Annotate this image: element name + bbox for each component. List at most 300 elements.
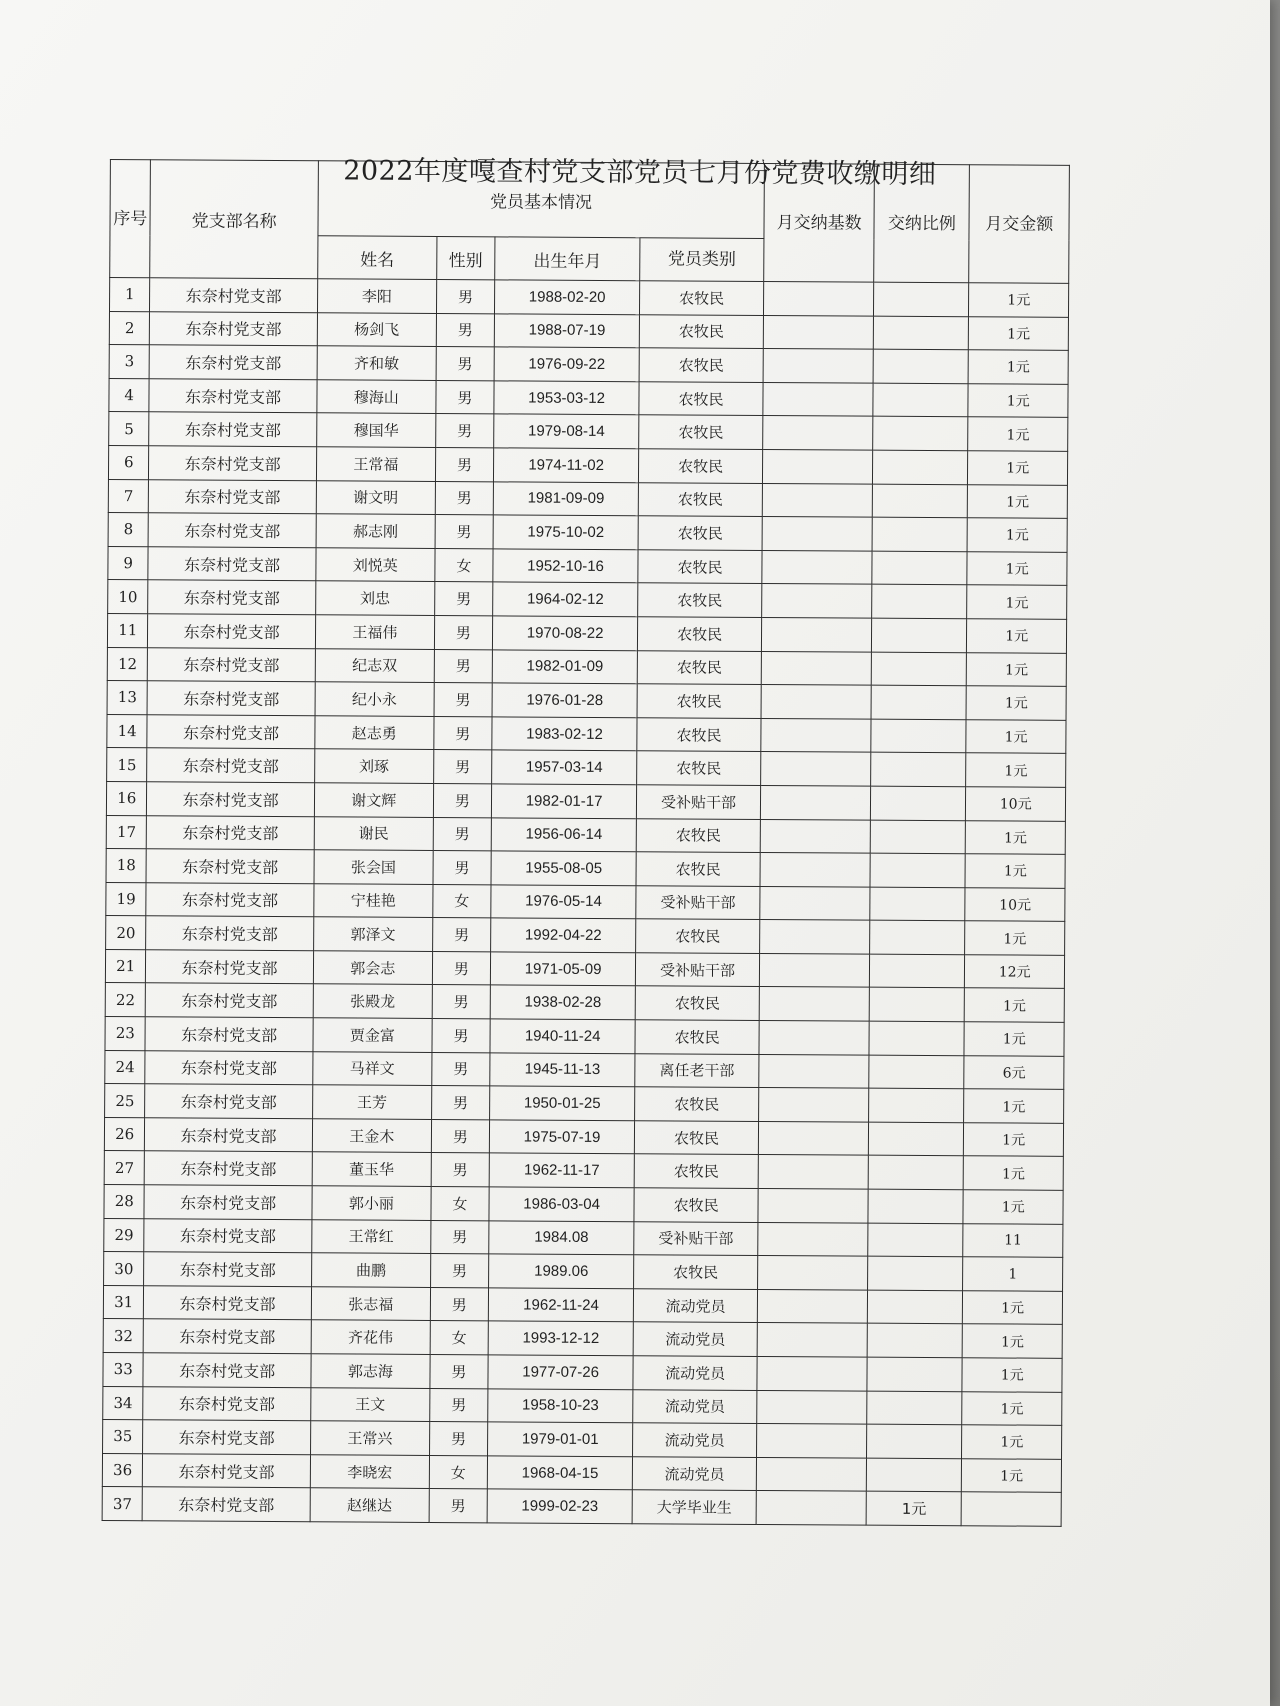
row-amount: 1元 <box>965 988 1065 1022</box>
row-gender: 男 <box>436 279 494 313</box>
row-birth: 1983-02-12 <box>492 717 638 751</box>
row-name: 纪志双 <box>315 648 434 682</box>
document-area <box>101 147 1110 1633</box>
row-name: 张志福 <box>311 1287 430 1321</box>
row-base <box>757 1289 868 1323</box>
row-type: 农牧民 <box>637 751 761 785</box>
row-name: 王常红 <box>311 1219 430 1253</box>
row-birth: 1976-09-22 <box>494 347 640 381</box>
row-name: 王文 <box>310 1387 429 1421</box>
row-base <box>757 1356 868 1390</box>
row-ratio <box>871 752 966 786</box>
row-gender: 男 <box>433 918 491 952</box>
row-base <box>761 685 872 719</box>
row-base <box>756 1491 867 1525</box>
row-base <box>756 1424 867 1458</box>
row-type: 农牧民 <box>640 281 764 315</box>
row-birth: 1953-03-12 <box>494 381 640 415</box>
row-name: 刘忠 <box>315 581 434 615</box>
row-name: 张会国 <box>314 850 433 884</box>
row-amount: 1元 <box>965 854 1065 888</box>
row-type: 农牧民 <box>639 482 763 516</box>
row-birth: 1974-11-02 <box>493 448 639 482</box>
row-amount: 1元 <box>962 1459 1062 1493</box>
row-base <box>762 584 873 618</box>
row-name: 刘琢 <box>314 749 433 783</box>
row-index: 31 <box>103 1285 144 1319</box>
row-branch: 东奈村党支部 <box>146 916 313 951</box>
row-type: 农牧民 <box>637 717 761 751</box>
row-name: 郝志刚 <box>316 514 435 548</box>
row-index: 24 <box>105 1050 146 1084</box>
row-birth: 1955-08-05 <box>491 851 637 885</box>
row-amount: 1元 <box>968 417 1068 451</box>
row-name: 齐花伟 <box>311 1320 430 1354</box>
row-branch: 东奈村党支部 <box>147 815 314 850</box>
row-ratio <box>868 1290 963 1324</box>
header-type: 党员类别 <box>640 238 764 282</box>
row-birth: 1982-01-09 <box>492 649 638 683</box>
row-gender: 男 <box>431 1153 489 1187</box>
row-index: 6 <box>108 445 149 479</box>
row-base <box>758 1189 869 1223</box>
row-amount: 1元 <box>964 1089 1064 1123</box>
row-base <box>758 1222 869 1256</box>
row-birth: 1962-11-24 <box>488 1288 634 1322</box>
row-index: 26 <box>104 1117 145 1151</box>
row-amount: 10元 <box>965 887 1065 921</box>
row-amount: 1元 <box>967 652 1067 686</box>
row-base <box>760 752 871 786</box>
row-ratio <box>872 551 967 585</box>
row-birth: 1968-04-15 <box>487 1456 633 1490</box>
row-gender: 男 <box>435 447 493 481</box>
row-type: 受补贴干部 <box>636 885 760 919</box>
row-amount: 10元 <box>966 787 1066 821</box>
row-base <box>760 785 871 819</box>
row-gender: 男 <box>436 313 494 347</box>
header-birth: 出生年月 <box>495 237 641 281</box>
row-type: 农牧民 <box>635 1020 759 1054</box>
row-ratio <box>873 383 968 417</box>
row-index: 2 <box>109 311 150 345</box>
row-index: 8 <box>108 513 149 547</box>
header-base: 月交纳基数 <box>764 163 875 282</box>
row-ratio <box>869 1088 964 1122</box>
row-type: 流动党员 <box>633 1423 757 1457</box>
row-type: 农牧民 <box>635 986 759 1020</box>
row-gender: 男 <box>436 414 494 448</box>
row-gender: 男 <box>435 515 493 549</box>
row-base <box>763 315 874 349</box>
row-name: 王常福 <box>316 447 435 481</box>
header-gender: 性别 <box>437 236 495 279</box>
row-name: 纪小永 <box>315 682 434 716</box>
row-amount: 1元 <box>968 384 1068 418</box>
row-amount: 1元 <box>969 350 1069 384</box>
row-ratio <box>870 954 965 988</box>
row-amount: 1元 <box>967 551 1067 585</box>
row-base <box>759 1021 870 1055</box>
row-index: 7 <box>108 479 149 513</box>
row-amount: 1元 <box>966 719 1066 753</box>
row-birth: 1952-10-16 <box>493 549 639 583</box>
row-index: 4 <box>109 378 150 412</box>
row-index: 25 <box>105 1084 146 1118</box>
row-base <box>762 483 873 517</box>
row-gender: 男 <box>435 481 493 515</box>
row-branch: 东奈村党支部 <box>146 882 313 917</box>
row-type: 大学毕业生 <box>632 1490 756 1524</box>
row-gender: 男 <box>431 1119 489 1153</box>
row-gender: 男 <box>430 1287 488 1321</box>
row-type: 农牧民 <box>638 617 762 651</box>
row-type: 农牧民 <box>639 415 763 449</box>
row-index: 32 <box>103 1319 144 1353</box>
row-gender: 男 <box>432 1019 490 1053</box>
row-index: 9 <box>108 546 149 580</box>
row-branch: 东奈村党支部 <box>149 479 316 514</box>
row-birth: 1975-10-02 <box>493 515 639 549</box>
row-amount <box>962 1492 1062 1526</box>
row-birth: 1975-07-19 <box>489 1120 635 1154</box>
row-type: 农牧民 <box>634 1188 758 1222</box>
row-base <box>760 819 871 853</box>
row-gender: 男 <box>432 1086 490 1120</box>
row-amount: 1元 <box>962 1358 1062 1392</box>
row-ratio <box>867 1391 962 1425</box>
row-type: 农牧民 <box>636 919 760 953</box>
row-ratio <box>869 988 964 1022</box>
row-type: 农牧民 <box>636 852 760 886</box>
row-birth: 1940-11-24 <box>490 1019 636 1053</box>
row-branch: 东奈村党支部 <box>144 1319 311 1354</box>
row-birth: 1950-01-25 <box>489 1086 635 1120</box>
row-index: 12 <box>107 647 148 681</box>
row-amount: 1元 <box>968 451 1068 485</box>
row-base <box>757 1390 868 1424</box>
row-birth: 1986-03-04 <box>489 1187 635 1221</box>
row-ratio <box>873 450 968 484</box>
row-index: 33 <box>103 1352 144 1386</box>
row-type: 农牧民 <box>635 1121 759 1155</box>
row-birth: 1977-07-26 <box>488 1355 634 1389</box>
row-branch: 东奈村党支部 <box>144 1252 311 1287</box>
row-base <box>763 281 874 315</box>
row-ratio <box>872 652 967 686</box>
table-row <box>102 1487 1061 1526</box>
row-type: 流动党员 <box>634 1289 758 1323</box>
row-branch: 东奈村党支部 <box>146 849 313 884</box>
row-name: 谢文辉 <box>314 783 433 817</box>
row-branch: 东奈村党支部 <box>145 1084 312 1119</box>
document-title: 2022年度嘎查村党支部党员七月份党费收缴明细 <box>343 155 937 191</box>
row-amount: 1 <box>963 1257 1063 1291</box>
row-branch: 东奈村党支部 <box>145 1151 312 1186</box>
row-type: 农牧民 <box>637 684 761 718</box>
row-name: 李晓宏 <box>310 1455 429 1489</box>
row-gender: 男 <box>435 582 493 616</box>
row-name: 刘悦英 <box>316 548 435 582</box>
row-amount: 1元 <box>967 518 1067 552</box>
row-gender: 男 <box>432 985 490 1019</box>
row-branch: 东奈村党支部 <box>144 1286 311 1321</box>
row-name: 董玉华 <box>312 1152 431 1186</box>
row-name: 郭小丽 <box>312 1186 431 1220</box>
row-index: 21 <box>105 949 146 983</box>
row-branch: 东奈村党支部 <box>143 1420 310 1455</box>
row-type: 农牧民 <box>640 314 764 348</box>
row-birth: 1964-02-12 <box>493 582 639 616</box>
row-name: 王常兴 <box>310 1421 429 1455</box>
row-name: 齐和敏 <box>317 346 436 380</box>
row-index: 16 <box>106 781 147 815</box>
row-branch: 东奈村党支部 <box>148 580 315 615</box>
row-amount: 1元 <box>963 1324 1063 1358</box>
row-type: 农牧民 <box>634 1255 758 1289</box>
row-birth: 1971-05-09 <box>490 952 636 986</box>
row-branch: 东奈村党支部 <box>146 950 313 985</box>
row-name: 郭志海 <box>311 1354 430 1388</box>
row-type: 离任老干部 <box>635 1053 759 1087</box>
row-branch: 东奈村党支部 <box>148 647 315 682</box>
row-base <box>758 1088 869 1122</box>
row-name: 穆海山 <box>317 380 436 414</box>
row-branch: 东奈村党支部 <box>148 546 315 581</box>
row-branch: 东奈村党支部 <box>149 446 316 481</box>
row-gender: 男 <box>429 1489 487 1523</box>
row-base <box>761 651 872 685</box>
row-ratio <box>868 1189 963 1223</box>
row-gender: 女 <box>435 548 493 582</box>
row-amount: 1元 <box>962 1425 1062 1459</box>
row-index: 27 <box>104 1151 145 1185</box>
row-name: 马祥文 <box>313 1051 432 1085</box>
row-base <box>757 1323 868 1357</box>
row-gender: 男 <box>434 683 492 717</box>
row-ratio: 1元 <box>866 1492 961 1526</box>
header-basic-info: 党员基本情况 <box>318 161 765 239</box>
row-name: 张殿龙 <box>313 984 432 1018</box>
row-amount: 1元 <box>963 1291 1063 1325</box>
row-birth: 1958-10-23 <box>488 1388 634 1422</box>
row-type: 农牧民 <box>638 650 762 684</box>
row-base <box>758 1121 869 1155</box>
row-branch: 东奈村党支部 <box>145 1017 312 1052</box>
row-index: 15 <box>107 748 148 782</box>
row-branch: 东奈村党支部 <box>147 782 314 817</box>
row-name: 贾金富 <box>313 1018 432 1052</box>
row-gender: 男 <box>434 615 492 649</box>
row-ratio <box>873 417 968 451</box>
row-branch: 东奈村党支部 <box>143 1353 310 1388</box>
row-index: 5 <box>109 412 150 446</box>
row-base <box>763 382 874 416</box>
row-index: 20 <box>106 916 147 950</box>
row-birth: 1981-09-09 <box>493 481 639 515</box>
row-base <box>759 987 870 1021</box>
row-gender: 男 <box>436 380 494 414</box>
row-ratio <box>870 853 965 887</box>
row-index: 22 <box>105 983 146 1017</box>
row-type: 农牧民 <box>635 1087 759 1121</box>
row-base <box>757 1256 868 1290</box>
row-birth: 1979-08-14 <box>494 414 640 448</box>
row-name: 李阳 <box>317 279 436 313</box>
row-index: 3 <box>109 345 150 379</box>
row-birth: 1989.06 <box>488 1254 634 1288</box>
row-birth: 1988-07-19 <box>494 313 640 347</box>
row-ratio <box>869 1122 964 1156</box>
row-name: 杨剑飞 <box>317 312 436 346</box>
row-index: 14 <box>107 714 148 748</box>
row-ratio <box>871 820 966 854</box>
row-ratio <box>874 282 969 316</box>
row-type: 流动党员 <box>633 1356 757 1390</box>
row-ratio <box>874 316 969 350</box>
row-birth: 1956-06-14 <box>491 817 637 851</box>
row-amount: 1元 <box>967 585 1067 619</box>
row-branch: 东奈村党支部 <box>150 278 317 313</box>
row-ratio <box>867 1458 962 1492</box>
row-birth: 1999-02-23 <box>487 1489 633 1523</box>
row-base <box>761 718 872 752</box>
row-name: 赵继达 <box>310 1488 429 1522</box>
row-amount: 1元 <box>964 1022 1064 1056</box>
row-branch: 东奈村党支部 <box>147 714 314 749</box>
row-type: 流动党员 <box>633 1389 757 1423</box>
row-name: 曲鹏 <box>311 1253 430 1287</box>
row-type: 农牧民 <box>637 818 761 852</box>
row-gender: 男 <box>430 1254 488 1288</box>
row-ratio <box>869 1021 964 1055</box>
row-type: 农牧民 <box>639 449 763 483</box>
row-ratio <box>871 719 966 753</box>
row-birth: 1976-05-14 <box>491 885 637 919</box>
row-gender: 男 <box>432 1052 490 1086</box>
row-gender: 男 <box>434 750 492 784</box>
row-branch: 东奈村党支部 <box>144 1218 311 1253</box>
row-amount: 1元 <box>964 1123 1064 1157</box>
row-branch: 东奈村党支部 <box>150 345 317 380</box>
header-name: 姓名 <box>317 236 436 280</box>
row-ratio <box>868 1156 963 1190</box>
row-base <box>762 517 873 551</box>
row-index: 13 <box>107 681 148 715</box>
row-ratio <box>869 1055 964 1089</box>
header-index: 序号 <box>110 160 151 278</box>
party-fee-table <box>102 159 1070 1527</box>
row-index: 18 <box>106 849 147 883</box>
row-branch: 东奈村党支部 <box>147 681 314 716</box>
row-amount: 1元 <box>962 1391 1062 1425</box>
row-index: 1 <box>109 278 150 312</box>
row-index: 30 <box>104 1252 145 1286</box>
row-index: 11 <box>107 613 148 647</box>
row-index: 35 <box>103 1420 144 1454</box>
row-amount: 1元 <box>969 283 1069 317</box>
row-index: 36 <box>102 1453 143 1487</box>
row-name: 穆国华 <box>316 413 435 447</box>
row-name: 王芳 <box>312 1085 431 1119</box>
header-branch: 党支部名称 <box>150 160 318 279</box>
row-branch: 东奈村党支部 <box>149 513 316 548</box>
row-base <box>759 920 870 954</box>
row-birth: 1970-08-22 <box>492 616 638 650</box>
row-amount: 1元 <box>966 753 1066 787</box>
row-branch: 东奈村党支部 <box>146 983 313 1018</box>
row-ratio <box>873 484 968 518</box>
row-ratio <box>868 1223 963 1257</box>
row-branch: 东奈村党支部 <box>145 1050 312 1085</box>
row-birth: 1945-11-13 <box>490 1052 636 1086</box>
row-birth: 1938-02-28 <box>490 985 636 1019</box>
row-gender: 男 <box>433 851 491 885</box>
row-ratio <box>868 1256 963 1290</box>
row-amount: 1元 <box>967 619 1067 653</box>
row-gender: 女 <box>430 1321 488 1355</box>
row-base <box>763 349 874 383</box>
row-birth: 1976-01-28 <box>492 683 638 717</box>
row-base <box>756 1457 867 1491</box>
row-branch: 东奈村党支部 <box>144 1185 311 1220</box>
row-birth: 1993-12-12 <box>488 1321 634 1355</box>
row-ratio <box>867 1424 962 1458</box>
row-birth: 1957-03-14 <box>492 750 638 784</box>
row-gender: 男 <box>432 951 490 985</box>
row-gender: 男 <box>430 1354 488 1388</box>
row-branch: 东奈村党支部 <box>143 1454 310 1489</box>
row-type: 受补贴干部 <box>636 953 760 987</box>
row-amount: 11 <box>963 1223 1063 1257</box>
row-name: 王福伟 <box>315 615 434 649</box>
row-name: 谢民 <box>314 816 433 850</box>
row-birth: 1979-01-01 <box>487 1422 633 1456</box>
row-ratio <box>873 349 968 383</box>
row-base <box>758 1155 869 1189</box>
table-body <box>102 278 1069 1527</box>
row-index: 19 <box>106 882 147 916</box>
row-base <box>762 449 873 483</box>
header-amount: 月交金额 <box>969 165 1069 284</box>
row-gender: 男 <box>433 783 491 817</box>
header-ratio: 交纳比例 <box>874 164 970 283</box>
row-base <box>759 953 870 987</box>
row-base <box>762 550 873 584</box>
row-type: 农牧民 <box>638 549 762 583</box>
row-branch: 东奈村党支部 <box>149 379 316 414</box>
row-gender: 男 <box>429 1422 487 1456</box>
row-gender: 女 <box>429 1455 487 1489</box>
row-gender: 男 <box>434 649 492 683</box>
row-ratio <box>872 585 967 619</box>
row-base <box>763 416 874 450</box>
row-branch: 东奈村党支部 <box>145 1118 312 1153</box>
row-branch: 东奈村党支部 <box>148 614 315 649</box>
row-name: 郭会志 <box>313 951 432 985</box>
row-amount: 1元 <box>963 1190 1063 1224</box>
row-gender: 女 <box>433 884 491 918</box>
row-base <box>761 617 872 651</box>
row-index: 29 <box>104 1218 145 1252</box>
row-ratio <box>872 517 967 551</box>
row-gender: 男 <box>430 1388 488 1422</box>
row-amount: 1元 <box>966 686 1066 720</box>
row-index: 23 <box>105 1017 146 1051</box>
row-index: 37 <box>102 1487 143 1521</box>
row-ratio <box>871 685 966 719</box>
row-type: 农牧民 <box>634 1154 758 1188</box>
